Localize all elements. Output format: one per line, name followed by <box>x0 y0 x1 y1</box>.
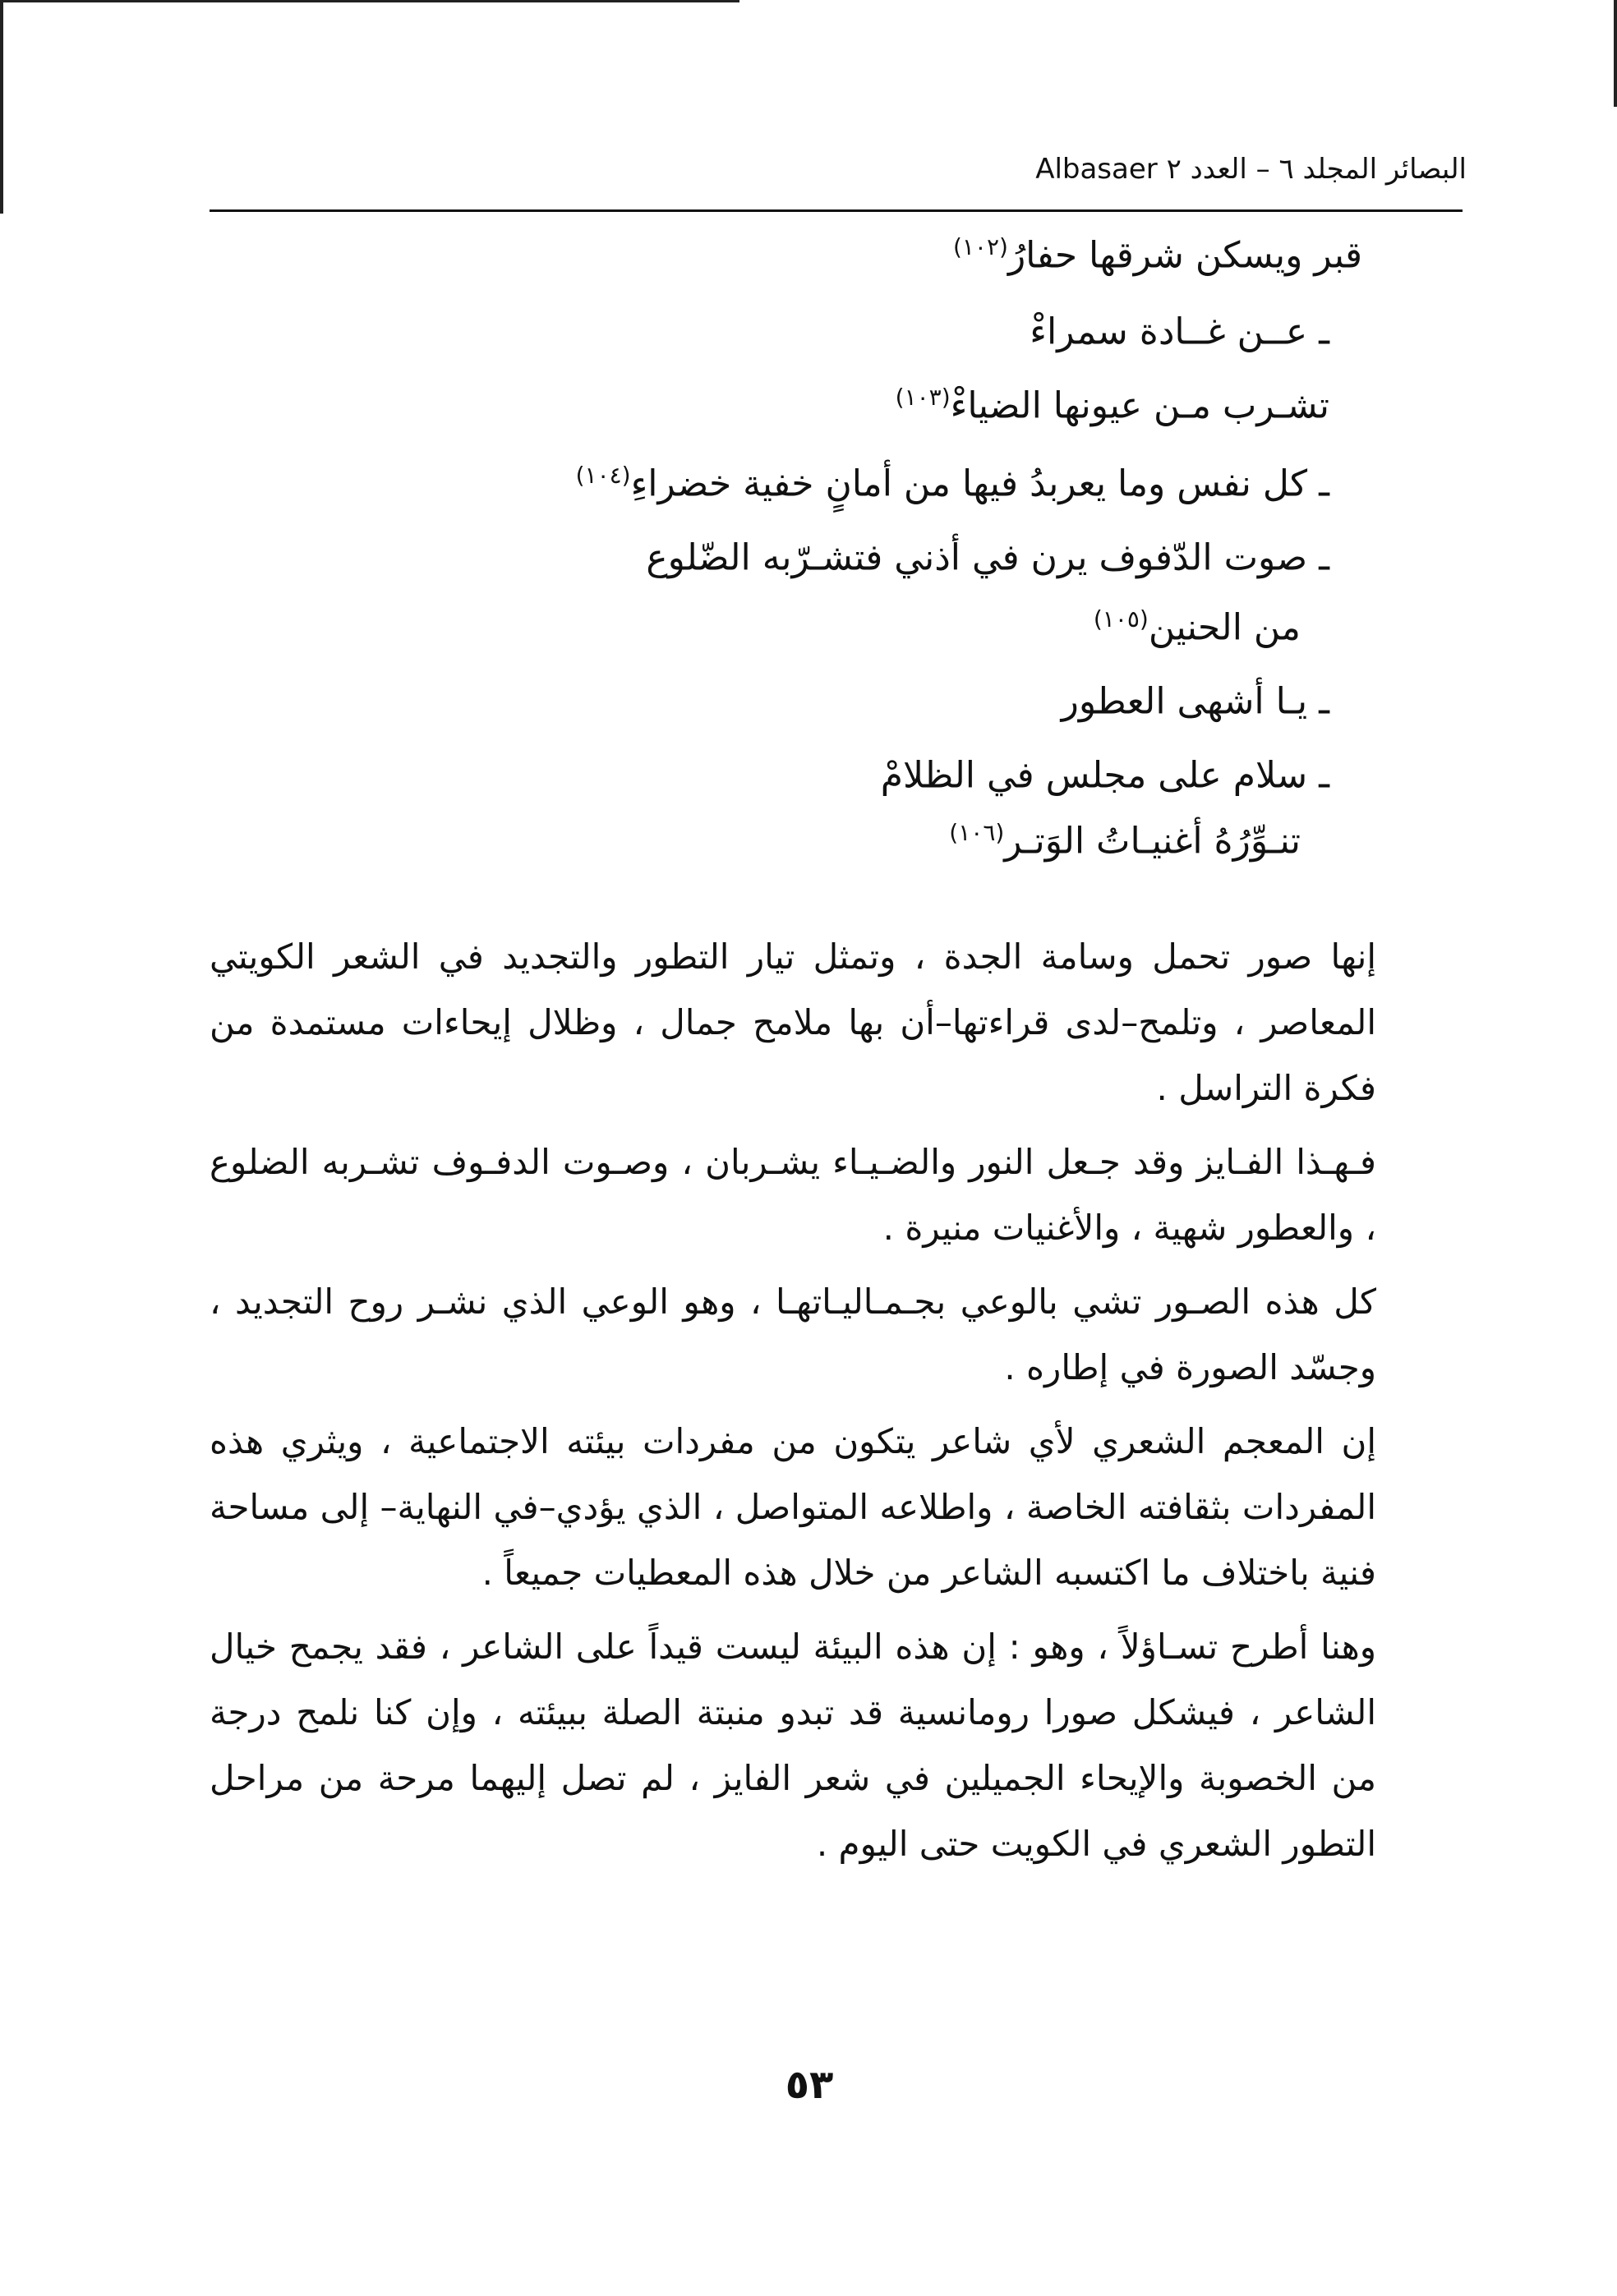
footnote-marker: (١٠٥) <box>1093 605 1149 633</box>
verse-text: ـ سلام على مجلس في الظلامْ <box>880 754 1329 797</box>
footnote-marker: (١٠٣) <box>895 384 951 411</box>
verse-line <box>576 464 1329 503</box>
paragraph: كل هذه الصـور تشي بالوعي بجـمـاليـاتهـا ، وهو الوعي الذي نشـر روح التجديد ، وجسّد الصورة في إطاره . <box>210 1281 1376 1387</box>
verse-text: قبر ويسكن شرقها حفارُ <box>1007 234 1362 277</box>
running-header <box>210 146 1467 204</box>
footnote-marker: (١٠٤) <box>575 462 631 489</box>
footnote-marker: (١٠٦) <box>949 819 1005 846</box>
verse-line <box>949 819 1301 863</box>
verse-line <box>896 386 1329 425</box>
journal-title: البصائر المجلد ٦ – العدد ٢ Albasaer <box>1035 153 1467 186</box>
verse-line <box>880 754 1329 797</box>
verse-text: ـ عــن غــادة سمراءْ <box>1030 311 1329 353</box>
paragraph: وهنا أطرح تسـاؤلاً ، وهو : إن هذه البيئة ليست قيداً على الشاعر ، فقد يجمح خيال الشاعر ، فيشكل صورا رومانسية قد تبدو منبتة الصلة ببيئته ، وإن كنا نلمح درجة من الخصوبة والإيحاء الجميلين في شعر الفايز ، لم تصل إليهما مرحة من مراحل التطور الشعري في الكويت حتى اليوم . <box>210 1627 1376 1864</box>
paragraph: إنها صور تحمل وسامة الجدة ، وتمثل تيار التطور والتجديد في الشعر الكويتي المعاصر ، وتلمح–لدى قراءتها–أن بها ملامح جمال ، وظلال إيحاءات مستمدة من فكرة التراسل . <box>210 936 1376 1108</box>
paragraph: فـهـذا الفـايز وقد جـعل النور والضـيـاء يشـربان ، وصـوت الدفـوف تشـربه الضلوع ، والعطور شهية ، والأغنيات منيرة . <box>210 1142 1376 1248</box>
footnote-marker: (١٠٢) <box>952 233 1008 260</box>
verse-text: ـ يـا أشهى العطور <box>1061 680 1329 723</box>
scan-edge-right <box>1614 0 1617 107</box>
verse-line <box>1030 312 1329 351</box>
verse-text: تشـرب مـن عيونها الضياءْ <box>950 384 1329 427</box>
paragraph: إن المعجم الشعري لأي شاعر يتكون من مفردات بيئته الاجتماعية ، ويثري هذه المفردات بثقافته الخاصة ، واطلاعه المتواصل ، الذي يؤدي–في النهاية– إلى مساحة فنية باختلاف ما اكتسبه الشاعر من خلال هذه المعطيات جميعاً . <box>210 1421 1376 1593</box>
body-text <box>210 924 1376 1885</box>
scan-edge-left <box>0 0 3 214</box>
scan-edge-top <box>0 0 739 2</box>
verse-text: ـ صوت الدّفوف يرن في أذني فتشـرّبه الضّلوع <box>646 536 1329 579</box>
page-number: ٥٣ <box>785 2062 834 2108</box>
verse-line <box>1093 605 1301 649</box>
verse-text: من الحنين <box>1148 606 1301 649</box>
verse-text: تنـوِّرُهُ أغنيـاتُ الوَتـر <box>1004 820 1301 863</box>
verse-line <box>1061 680 1329 723</box>
header-rule <box>210 209 1463 212</box>
verse-text: ـ كل نفس وما يعربدُ فيها من أمانٍ خفية خضراءِ <box>630 462 1329 505</box>
verse-line <box>646 538 1329 577</box>
verse-line <box>952 233 1362 277</box>
